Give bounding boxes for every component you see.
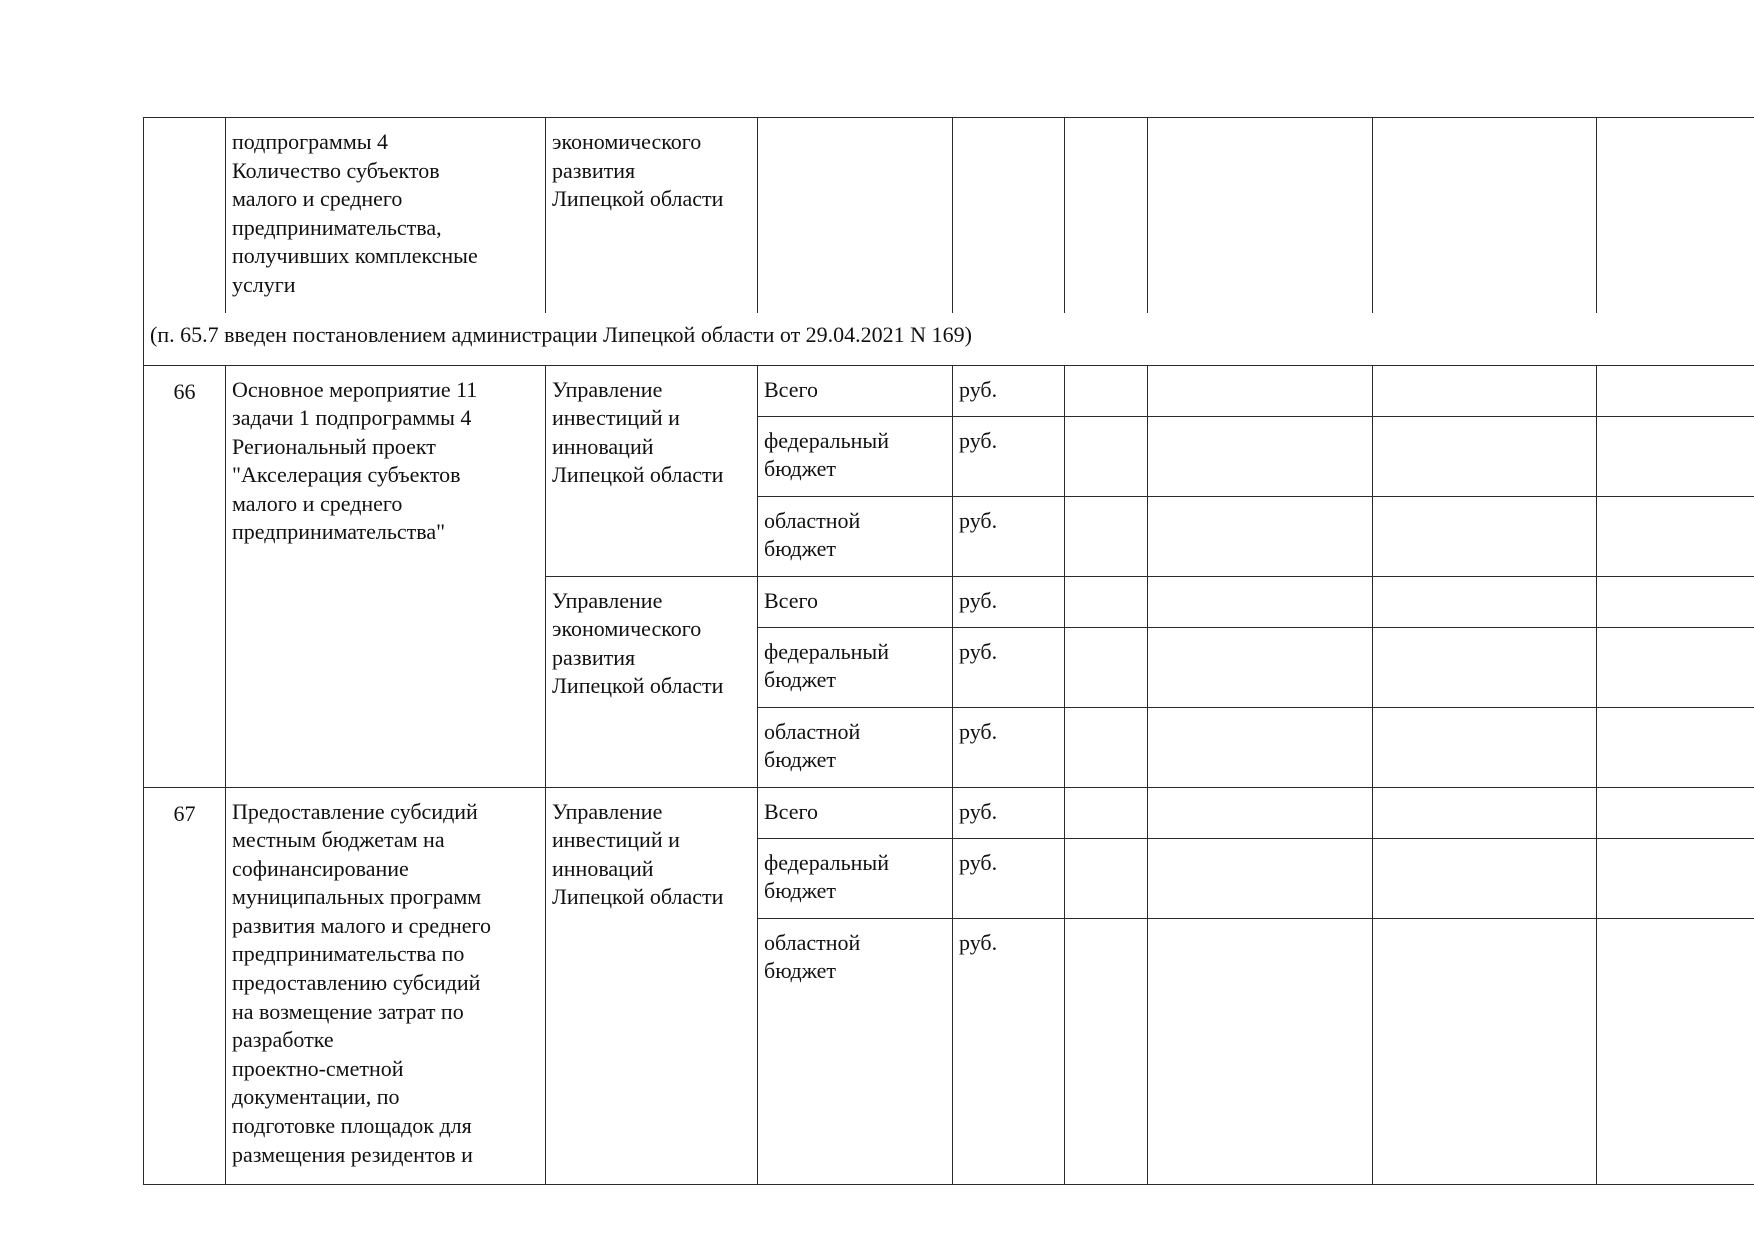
cell-value <box>1597 627 1754 707</box>
cell-executor: Управление инвестиций и инноваций Липецкой области <box>546 787 758 1184</box>
cell-value <box>1148 416 1373 496</box>
cell-funding-source: Всего <box>758 365 953 416</box>
cell-value <box>1148 787 1373 838</box>
cell-empty <box>1148 118 1373 313</box>
cell-value <box>1065 365 1148 416</box>
cell-funding-source: областной бюджет <box>758 707 953 787</box>
cell-num <box>144 118 226 313</box>
program-table <box>143 117 1754 1185</box>
amendment-note-row <box>144 313 1754 366</box>
cell-value <box>1373 627 1597 707</box>
cell-unit: руб. <box>953 496 1065 576</box>
cell-value <box>1148 627 1373 707</box>
cell-value <box>1148 838 1373 918</box>
cell-value <box>1597 365 1754 416</box>
cell-value <box>1065 707 1148 787</box>
cell-value <box>1373 838 1597 918</box>
cell-value <box>1373 576 1597 627</box>
cell-unit: руб. <box>953 918 1065 1184</box>
cell-value <box>1597 496 1754 576</box>
amendment-note: (п. 65.7 введен постановлением администрации Липецкой области от 29.04.2021 N 169) <box>144 313 1754 366</box>
cell-value <box>1148 496 1373 576</box>
cell-funding-source: областной бюджет <box>758 918 953 1184</box>
cell-value <box>1148 707 1373 787</box>
cell-empty <box>758 118 953 313</box>
row-number: 66 <box>144 365 226 787</box>
cell-executor: экономического развития Липецкой области <box>546 118 758 313</box>
cell-funding-source: федеральный бюджет <box>758 838 953 918</box>
cell-unit: руб. <box>953 787 1065 838</box>
cell-empty <box>1065 118 1148 313</box>
cell-value <box>1148 365 1373 416</box>
cell-value <box>1597 707 1754 787</box>
row-number: 67 <box>144 787 226 1184</box>
cell-funding-source: Всего <box>758 787 953 838</box>
cell-value <box>1597 838 1754 918</box>
cell-empty <box>1597 118 1754 313</box>
cell-executor: Управление инвестиций и инноваций Липецкой области <box>546 365 758 576</box>
cell-value <box>1065 496 1148 576</box>
cell-value <box>1373 496 1597 576</box>
cell-value <box>1065 416 1148 496</box>
cell-funding-source: областной бюджет <box>758 496 953 576</box>
cell-activity-name: подпрограммы 4 Количество субъектов малого и среднего предпринимательства, получивших комплексные услуги <box>226 118 546 313</box>
cell-value <box>1065 576 1148 627</box>
cell-value <box>1373 918 1597 1184</box>
cell-value <box>1148 576 1373 627</box>
cell-empty <box>953 118 1065 313</box>
cell-value <box>1597 787 1754 838</box>
cell-value <box>1373 365 1597 416</box>
cell-unit: руб. <box>953 627 1065 707</box>
cell-executor: Управление экономического развития Липецкой области <box>546 576 758 787</box>
cell-unit: руб. <box>953 365 1065 416</box>
cell-unit: руб. <box>953 838 1065 918</box>
cell-value <box>1065 787 1148 838</box>
table-row <box>144 787 1754 838</box>
cell-funding-source: федеральный бюджет <box>758 627 953 707</box>
cell-value <box>1065 627 1148 707</box>
cell-unit: руб. <box>953 416 1065 496</box>
cell-value <box>1373 707 1597 787</box>
cell-value <box>1373 416 1597 496</box>
cell-value <box>1373 787 1597 838</box>
cell-value <box>1065 838 1148 918</box>
table-row <box>144 365 1754 416</box>
cell-value <box>1148 918 1373 1184</box>
cell-unit: руб. <box>953 707 1065 787</box>
cell-value <box>1065 918 1148 1184</box>
cell-value <box>1597 576 1754 627</box>
cell-unit: руб. <box>953 576 1065 627</box>
cell-funding-source: федеральный бюджет <box>758 416 953 496</box>
cell-empty <box>1373 118 1597 313</box>
continued-row <box>144 118 1754 313</box>
cell-value <box>1597 416 1754 496</box>
cell-funding-source: Всего <box>758 576 953 627</box>
cell-activity-name: Основное мероприятие 11 задачи 1 подпрограммы 4 Региональный проект "Акселерация субъектов малого и среднего предпринимательства" <box>226 365 546 787</box>
cell-value <box>1597 918 1754 1184</box>
document-page <box>143 117 1754 1181</box>
cell-activity-name: Предоставление субсидий местным бюджетам на софинансирование муниципальных программ развития малого и среднего предпринимательства по предоставлению субсидий на возмещение затрат по разработке проектно-сметной документации, по подготовке площадок для размещения резидентов и <box>226 787 546 1184</box>
